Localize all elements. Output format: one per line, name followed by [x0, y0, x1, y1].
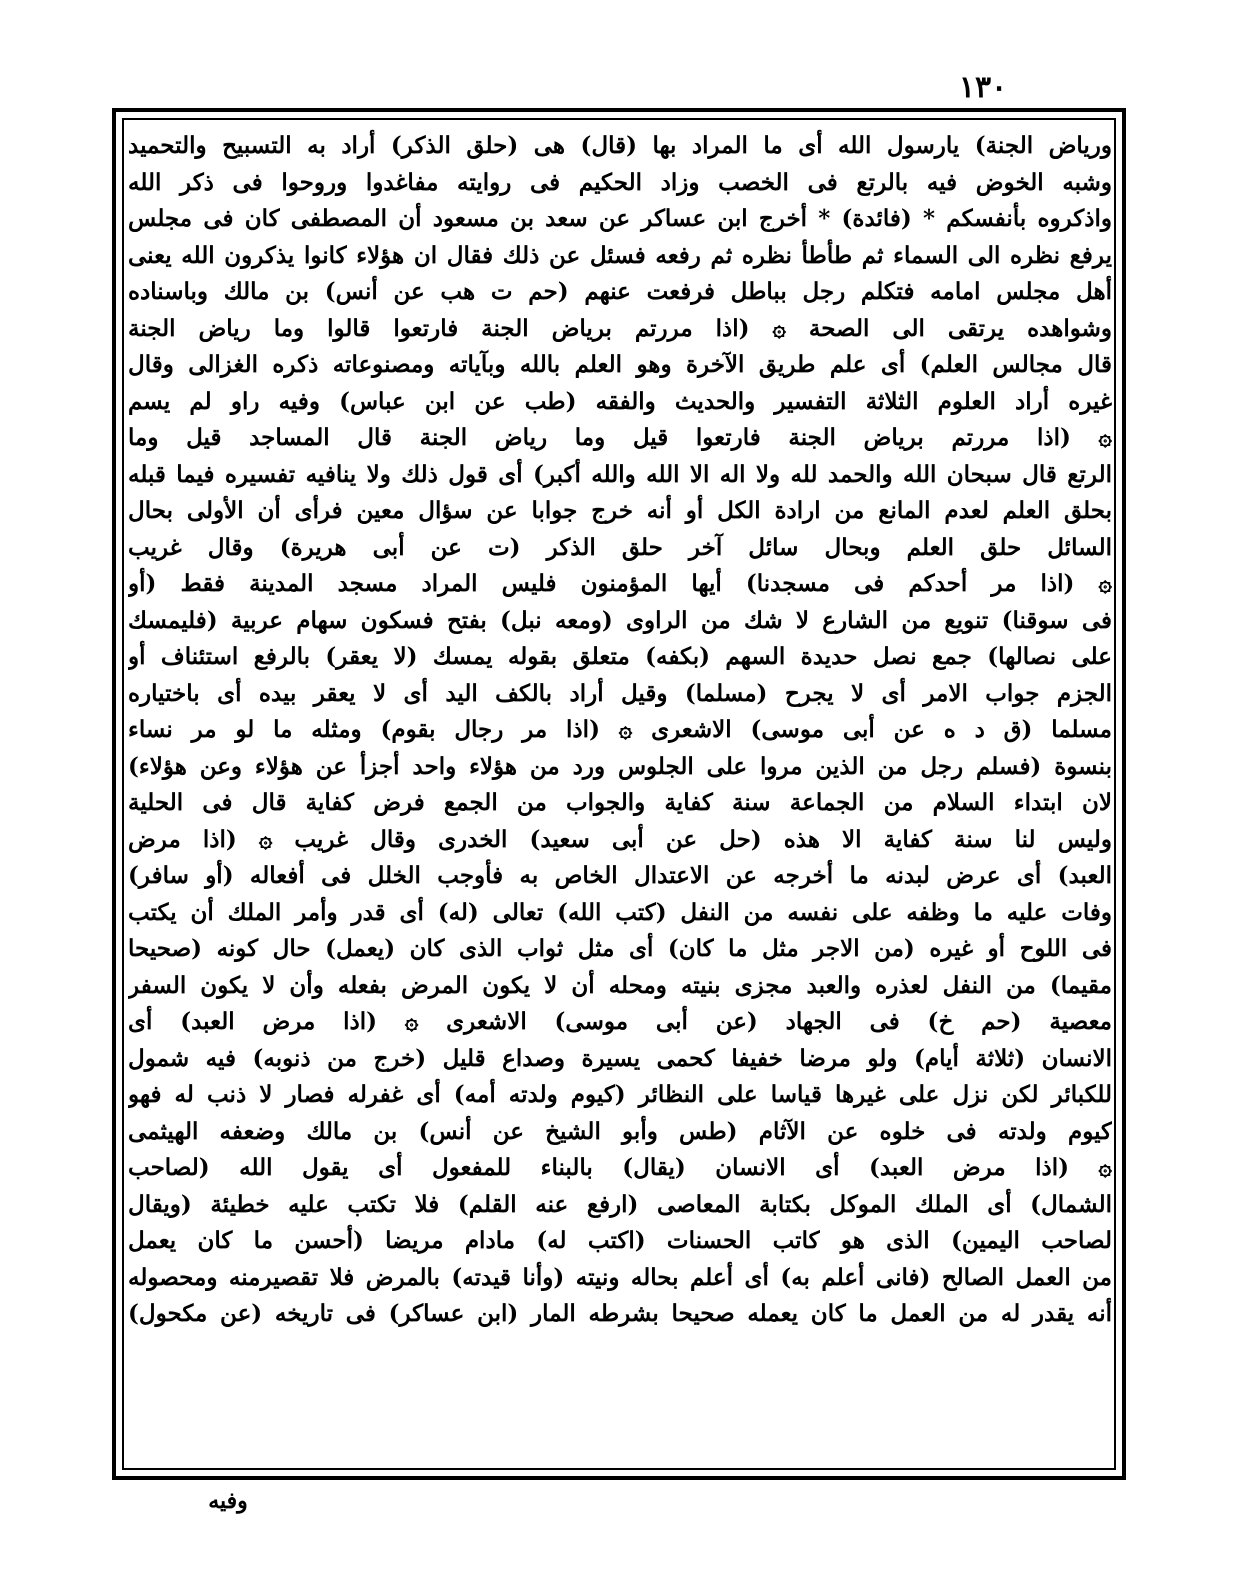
text-line: ورياض الجنة) يارسول الله أى ما المراد بها (قال) هى (حلق الذكر) أراد به التسبيح والتحميد	[128, 132, 1112, 159]
text-line: وشبه الخوض فيه بالرتع فى الخصب وزاد الحكيم فى روايته مفاغدوا وروحوا فى ذكر الله	[128, 168, 1112, 196]
text-line: يرفع نظره الى السماء ثم طأطأ نظره ثم رفعه فسئل عن ذلك فقال ان هؤلاء كانوا يذكرون الله يعنى	[128, 241, 1112, 269]
text-line: العبد) أى عرض لبدنه ما أخرجه عن الاعتدال الخاص به فأوجب الخلل فى أفعاله (أو سافر)	[128, 862, 1112, 889]
text-line: لصاحب اليمين) الذى هو كاتب الحسنات (اكتب له) مادام مريضا (أحسن ما كان يعمل	[128, 1227, 1112, 1254]
text-line: أنه يقدر له من العمل ما كان يعمله صحيحا بشرطه المار (ابن عساكر) فى تاريخه (عن مكحول)	[128, 1300, 1112, 1327]
text-line: قال مجالس العلم) أى علم طريق الآخرة وهو العلم بالله وبآياته ومصنوعاته ذكره الغزالى وقال	[128, 351, 1112, 378]
text-line: الرتع قال سبحان الله والحمد لله ولا اله الا الله والله أكبر) أى قول ذلك ولا ينافيه تفسيره فيما قبله	[128, 460, 1112, 488]
text-line: ۞ (اذا مر أحدكم فى مسجدنا) أيها المؤمنون فليس المراد مسجد المدينة فقط (أو	[128, 570, 1112, 597]
text-line: مقيما) من النفل لعذره والعبد مجزى بنيته ومحله أن لا يكون المرض بفعله وأن لا يكون السفر	[128, 971, 1112, 999]
text-line: مسلما (ق د ه عن أبى موسى) الاشعرى ۞ (اذا مر رجال بقوم) ومثله ما لو مر نساء	[128, 716, 1112, 743]
text-line: غيره أراد العلوم الثلاثة التفسير والحديث والفقه (طب عن ابن عباس) وفيه راو لم يسم	[128, 387, 1112, 415]
text-line: فى اللوح أو غيره (من الاجر مثل ما كان) أى مثل ثواب الذى كان (يعمل) حال كونه (صحيحا	[128, 935, 1112, 962]
text-line: الشمال) أى الملك الموكل بكتابة المعاصى (ارفع عنه القلم) فلا تكتب عليه خطيئة (ويقال	[128, 1190, 1112, 1218]
text-line: السائل حلق العلم وبحال سائل آخر حلق الذكر (ت عن أبى هريرة) وقال غريب	[128, 533, 1112, 561]
text-line: أهل مجلس امامه فتكلم رجل بباطل فرفعت عنهم (حم ت هب عن أنس) بن مالك وباسناده	[128, 278, 1112, 305]
text-line: ۞ (اذا مرض العبد) أى الانسان (يقال) بالبناء للمفعول أى يقول الله (لصاحب	[128, 1154, 1112, 1181]
text-line: الانسان (ثلاثة أيام) ولو مرضا خفيفا كحمى يسيرة وصداع قليل (خرج من ذنوبه) فيه شمول	[128, 1044, 1112, 1072]
page-number: ١٣٠	[958, 70, 1008, 105]
text-line: وفات عليه ما وظفه على نفسه من النفل (كتب الله) تعالى (له) أى قدر وأمر الملك أن يكتب	[128, 898, 1112, 926]
text-line: الجزم جواب الامر أى لا يجرح (مسلما) وقيل أراد بالكف اليد أى لا يعقر بيده أى باختياره	[128, 679, 1112, 707]
text-line: معصية (حم خ) فى الجهاد (عن أبى موسى) الاشعرى ۞ (اذا مرض العبد) أى	[128, 1008, 1112, 1035]
main-text	[128, 128, 1112, 1470]
text-line: بحلق العلم لعدم المانع من ارادة الكل أو أنه خرج جوابا عن سؤال معين فرأى أن الأولى بحال	[128, 497, 1112, 524]
text-line: كيوم ولدته فى خلوه عن الآثام (طس وأبو الشيخ عن أنس) بن مالك وضعفه الهيثمى	[128, 1117, 1112, 1145]
text-line: واذكروه بأنفسكم * (فائدة) * أخرج ابن عساكر عن سعد بن مسعود أن المصطفى كان فى مجلس	[128, 205, 1112, 232]
text-line: للكبائر لكن نزل على غيرها قياسا على النظائر (كيوم ولدته أمه) أى غفرله فصار لا ذنب له فهو	[128, 1081, 1112, 1108]
text-line: من العمل الصالح (فانى أعلم به) أى أعلم بحاله ونيته (وأنا قيدته) بالمرض فلا تقصيرمنه ومحصوله	[128, 1263, 1112, 1291]
text-line: وشواهده يرتقى الى الصحة ۞ (اذا مررتم برياض الجنة فارتعوا قالوا وما رياض الجنة	[128, 314, 1112, 342]
catchword: وفيه	[208, 1488, 248, 1514]
text-line: وليس لنا سنة كفاية الا هذه (حل عن أبى سعيد) الخدرى وقال غريب ۞ (اذا مرض	[128, 825, 1112, 853]
text-line: فى سوقنا) تنويع من الشارع لا شك من الراوى (ومعه نبل) بفتح فسكون سهام عربية (فليمسك	[128, 606, 1112, 634]
text-line: لان ابتداء السلام من الجماعة سنة كفاية والجواب من الجمع فرض كفاية قال فى الحلية	[128, 789, 1112, 816]
text-line: ۞ (اذا مررتم برياض الجنة فارتعوا قيل وما رياض الجنة قال المساجد قيل وما	[128, 424, 1112, 451]
text-line: بنسوة (فسلم رجل من الذين مروا على الجلوس ورد من هؤلاء واحد أجزأ عن هؤلاء وعن هؤلاء)	[128, 752, 1112, 780]
text-line: على نصالها) جمع نصل حديدة السهم (بكفه) متعلق بقوله يمسك (لا يعقر) بالرفع استئناف أو	[128, 643, 1112, 670]
